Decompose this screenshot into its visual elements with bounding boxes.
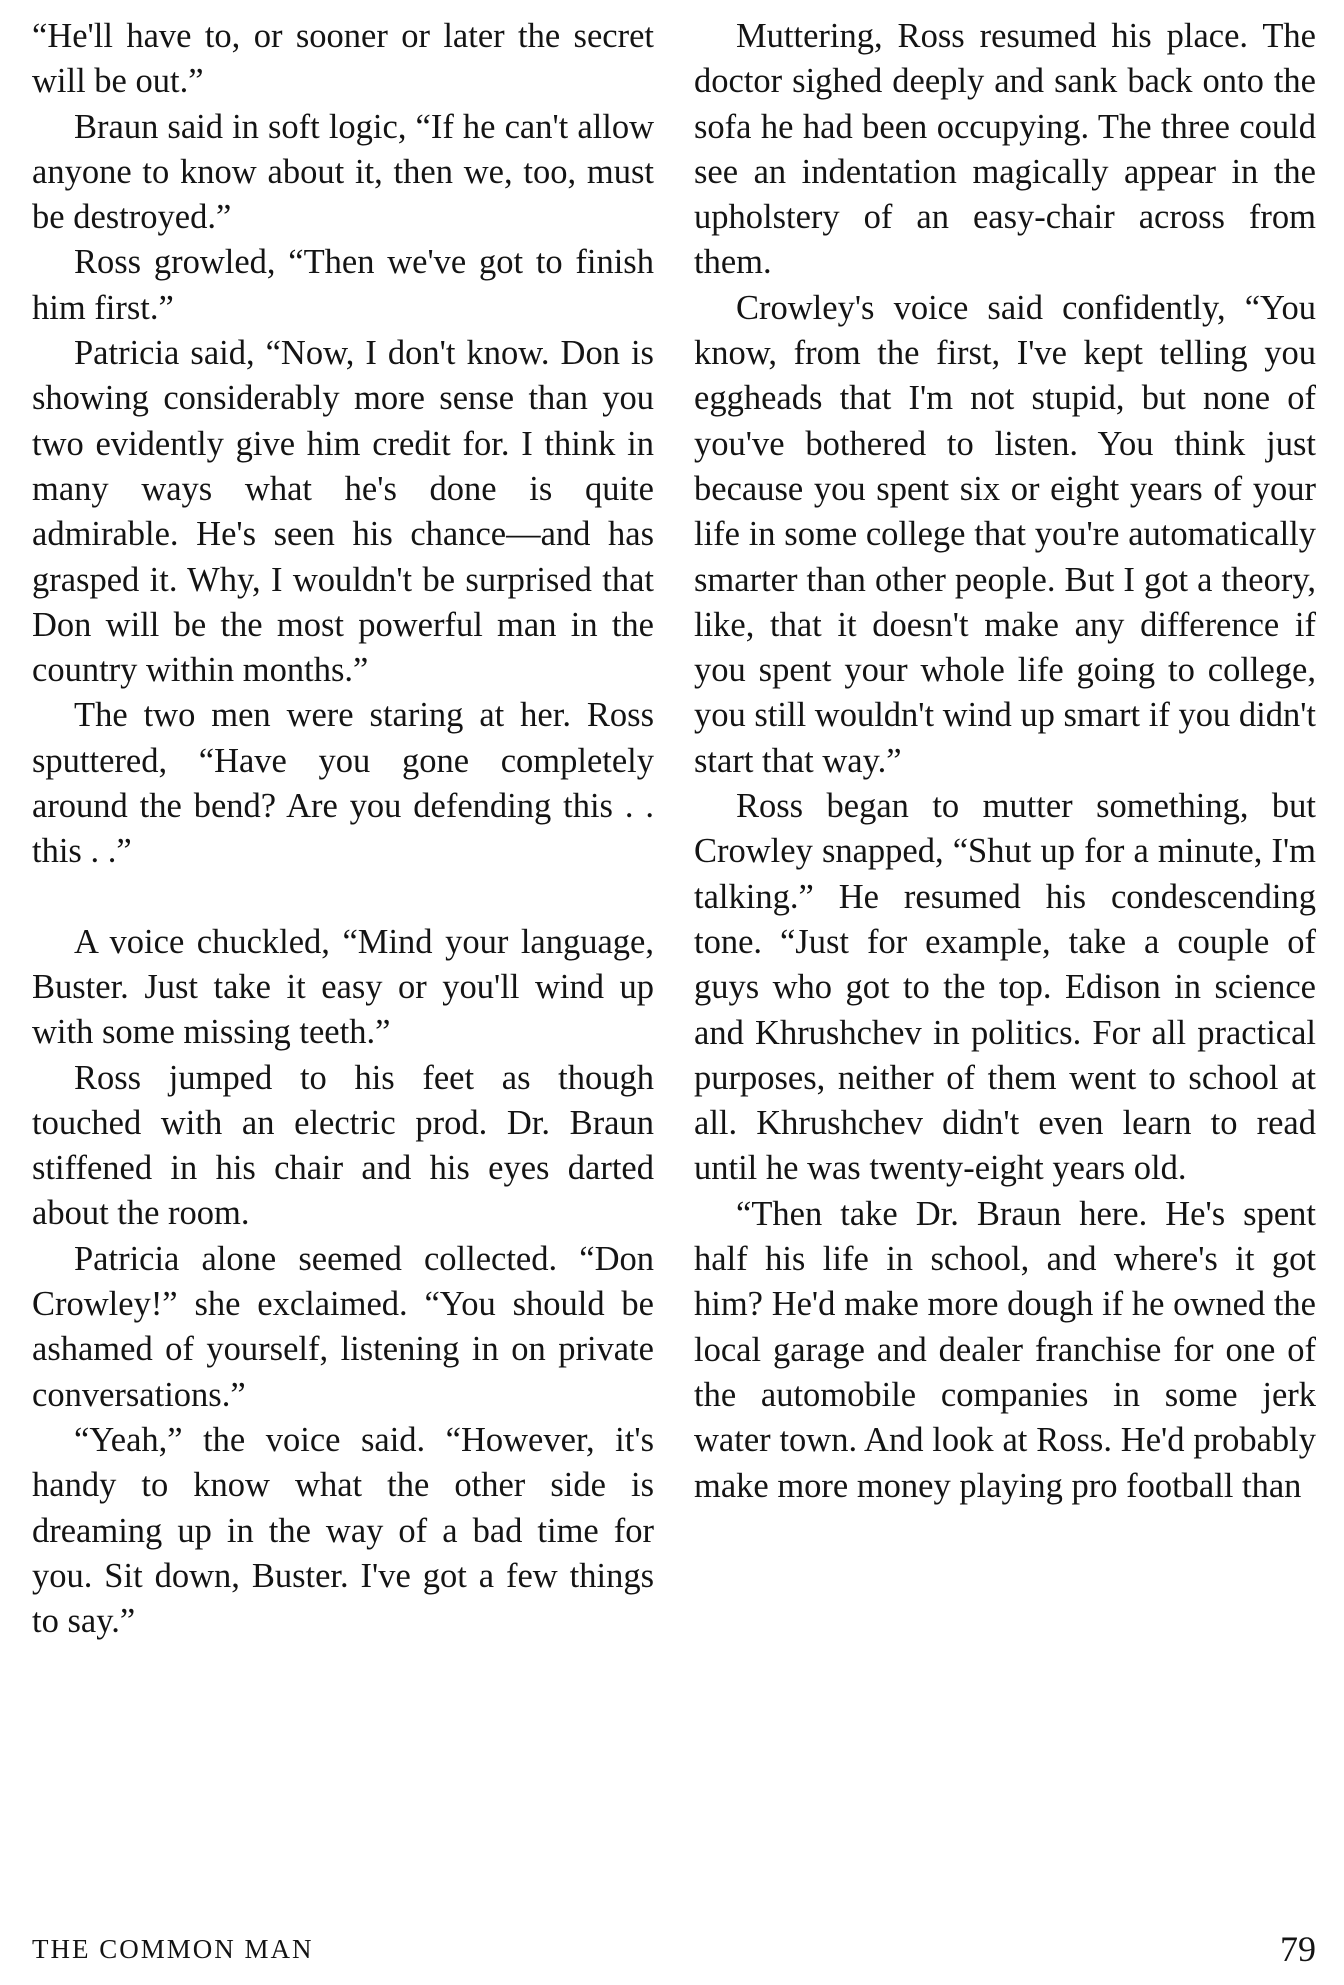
paragraph: Ross began to mutter something, but Crowley snapped, “Shut up for a minute, I'm talking.” He resumed his condescending tone. “Just for example, take a couple of guys who got to the top. Edison in science and Khrushchev in politics. For all practical purposes, neither of them went to school at all. Khrushchev didn't even learn to read until he was twenty-eight years old. (694, 787, 1316, 1188)
paragraph: “Yeah,” the voice said. “However, it's handy to know what the other side is dreaming up in the way of a bad time for you. Sit down, Buster. I've got a few things to say.” (32, 1420, 654, 1641)
left-text-column (32, 14, 654, 1644)
paragraph: Crowley's voice said confidently, “You know, from the first, I've kept telling you eggheads that I'm not stupid, but none of you've bothered to listen. You think just because you spent six or eight years of your life in some college that you're automatically smarter than other people. But I got a theory, like, that it doesn't make any difference if you spent your whole life going to college, you still wouldn't wind up smart if you didn't start that way.” (694, 288, 1316, 780)
right-text-column (694, 14, 1316, 1509)
page-footer (32, 1928, 1316, 1972)
paragraph: Ross growled, “Then we've got to finish him first.” (32, 243, 654, 327)
paragraph: Braun said in soft logic, “If he can't allow anyone to know about it, then we, too, must be destroyed.” (32, 107, 654, 237)
paragraph: A voice chuckled, “Mind your language, Buster. Just take it easy or you'll wind up with some missing teeth.” (32, 922, 654, 1052)
paragraph: Patricia alone seemed collected. “Don Crowley!” she exclaimed. “You should be ashamed of yourself, listening in on private conversations.” (32, 1239, 654, 1414)
paragraph: Muttering, Ross resumed his place. The doctor sighed deeply and sank back onto the sofa he had been occupying. The three could see an indentation magically appear in the upholstery of an easy-chair across from them. (694, 17, 1316, 282)
running-head: THE COMMON MAN (32, 1934, 314, 1964)
paragraph: Patricia said, “Now, I don't know. Don is showing considerably more sense than you two evidently give him credit for. I think in many ways what he's done is quite admirable. He's seen his chance—and has grasped it. Why, I wouldn't be surprised that Don will be the most powerful man in the country within months.” (32, 334, 654, 690)
paragraph: “Then take Dr. Braun here. He's spent half his life in school, and where's it got him? He'd make more dough if he owned the local garage and dealer franchise for one of the automobile companies in some jerk water town. And look at Ross. He'd probably make more money playing pro football than (694, 1194, 1316, 1505)
paragraph: Ross jumped to his feet as though touched with an electric prod. Dr. Braun stiffened in his chair and his eyes darted about the room. (32, 1058, 654, 1233)
page-number: 79 (1280, 1929, 1316, 1969)
paragraph: The two men were staring at her. Ross sputtered, “Have you gone completely around the bend? Are you defending this . . this . .” (32, 696, 654, 871)
paragraph: “He'll have to, or sooner or later the secret will be out.” (32, 17, 654, 101)
